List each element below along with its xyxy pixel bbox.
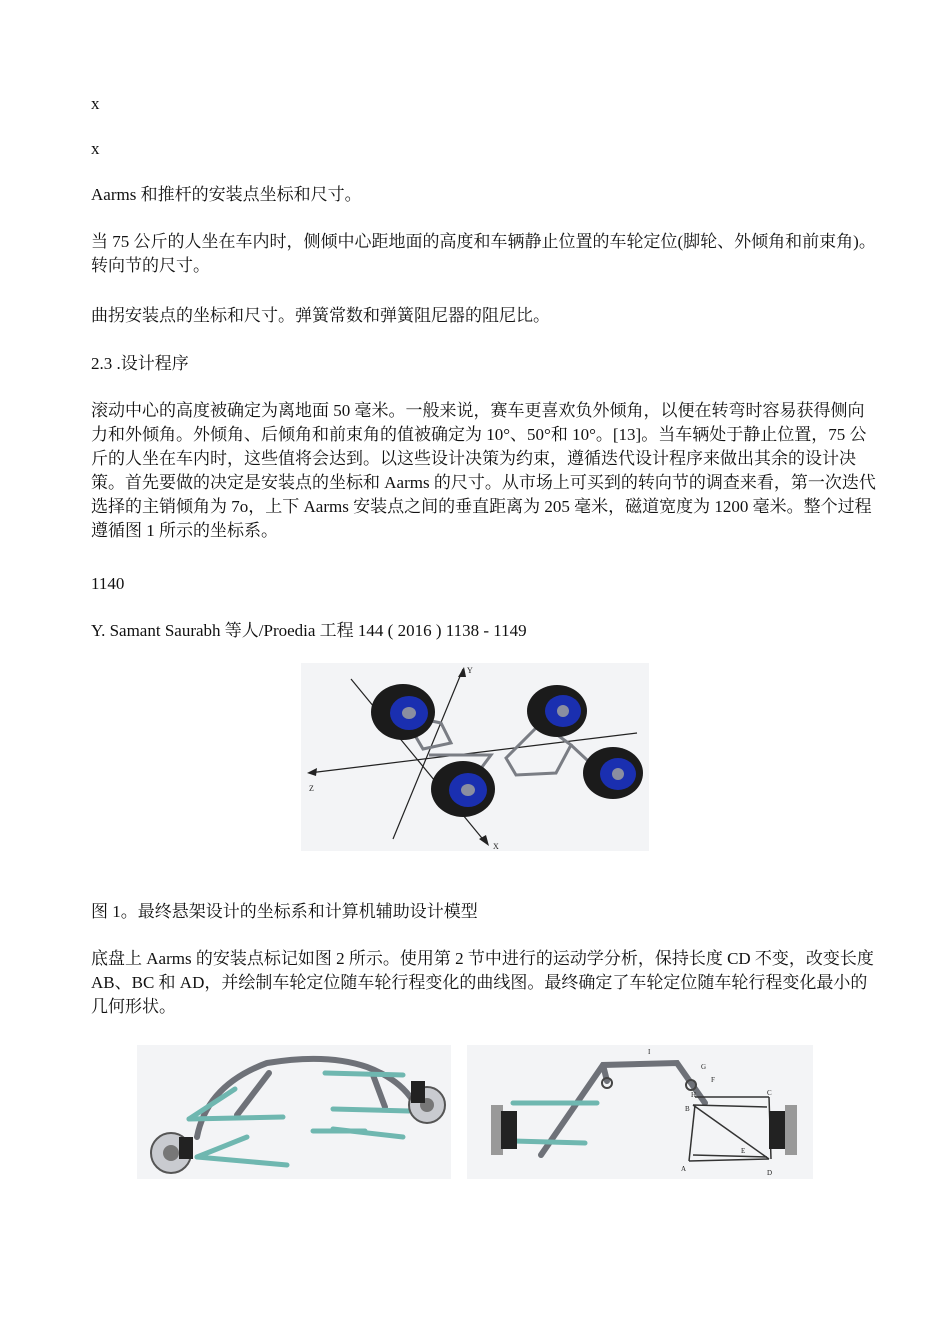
figure-1-drawing [301, 663, 649, 851]
label-point-g: G [701, 1063, 707, 1071]
label-point-d: D [767, 1169, 773, 1177]
label-point-i: I [648, 1048, 651, 1056]
label-point-f: F [711, 1076, 715, 1084]
brake-disc-right [409, 1081, 445, 1123]
wheel-hub-left [491, 1105, 517, 1155]
paragraph-mount-points: 底盘上 Aarms 的安装点标记如图 2 所示。使用第 2 节中进行的运动学分析，保持长度 CD 不变，改变长度 AB、BC 和 AD，并绘制车轮定位随车轮行程变化的曲线图。最终确定了车轮定位随车轮行程变化最小的几何形状。 [91, 949, 874, 1016]
paragraph-roll-center: 当 75 公斤的人坐在车内时，侧倾中心距地面的高度和车辆静止位置的车轮定位(脚轮、外倾角和前束角)。转向节的尺寸。 [91, 232, 876, 275]
section-heading-design-procedure: 2.3 .设计程序 [91, 354, 189, 373]
figure-1-caption: 图 1。最终悬架设计的坐标系和计算机辅助设计模型 [91, 902, 478, 921]
paragraph-crank-mount: 曲拐安装点的坐标和尺寸。弹簧常数和弹簧阻尼器的阻尼比。 [91, 306, 550, 325]
chassis-frame [197, 1059, 413, 1137]
figure-1-cad-model [301, 663, 649, 851]
z-axis-arrow [307, 768, 317, 776]
wheel-front-left [371, 684, 435, 740]
figure-2-front-view-labeled [467, 1045, 813, 1179]
page-number: 1140 [91, 574, 125, 593]
figure-2-isometric-drawing [137, 1045, 451, 1179]
label-point-c: C [767, 1089, 772, 1097]
axis-label-y: Y [467, 666, 473, 675]
label-point-a: A [681, 1165, 687, 1173]
label-point-e: E [741, 1147, 746, 1155]
fragment-x-2: x [91, 139, 100, 158]
point-labels [648, 1048, 772, 1177]
y-axis-arrow [458, 667, 466, 677]
running-header: Y. Samant Saurabh 等人/Proedia 工程 144 ( 2016 ) 1138 - 1149 [91, 621, 527, 640]
label-point-b: B [685, 1105, 690, 1113]
wheel-rear-right [583, 747, 643, 799]
fragment-x-1: x [91, 94, 100, 113]
wheel-front-right [527, 685, 587, 737]
figure-2-front-view-drawing [467, 1045, 813, 1179]
wheel-rear-left [431, 761, 495, 817]
suspension-linkage-right [689, 1097, 771, 1161]
axis-label-x: X [493, 842, 499, 851]
axis-label-z: Z [309, 784, 314, 793]
paragraph-aarms-coordinates: Aarms 和推杆的安装点坐标和尺寸。 [91, 185, 362, 204]
figure-2-isometric-view [137, 1045, 451, 1179]
paragraph-design-procedure: 滚动中心的高度被确定为离地面 50 毫米。一般来说，赛车更喜欢负外倾角，以便在转弯时容易获得侧向力和外倾角。外倾角、后倾角和前束角的值被确定为 10°、50°和 10°。[13]。当车辆处于静止位置，75 公斤的人坐在车内时，这些值将会达到。以这些设计决策为约束，遵循迭代设计程序来做出其余的设计决策。首先要做的决定是安装点的坐标和 Aarms 的尺寸。从市场上可买到的转向节的调查来看，第一次迭代选择的主销倾角为 7o，上下 Aarms 安装点之间的垂直距离为 205 毫米，磁道宽度为 1200 毫米。整个过程遵循图 1 所示的坐标系。 [91, 401, 876, 540]
brake-disc-left [151, 1133, 193, 1173]
wheel-hub-right [769, 1105, 797, 1155]
label-point-h: H [691, 1091, 697, 1099]
